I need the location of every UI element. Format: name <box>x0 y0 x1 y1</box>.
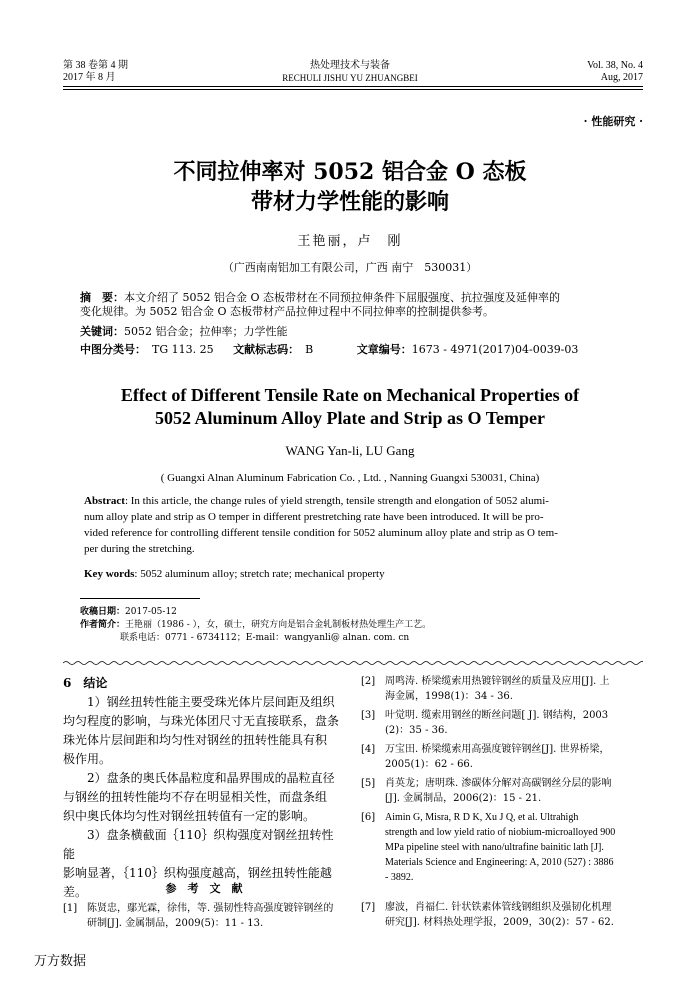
en-abstract-l4: per during the stretching. <box>84 543 195 555</box>
ref-5-num: [5] <box>361 778 376 789</box>
ref-1-line2: 研制[J]. 金属制品，2009(5)：11 - 13. <box>87 918 264 929</box>
wanfang-watermark: 万方数据 <box>34 954 87 969</box>
cn-abstract-label: 摘 要： <box>80 291 124 304</box>
en-abstract-l1: : In this article, the change rules of yield strength, tensile strength and elongation of 5052 alumi- <box>124 495 549 507</box>
author-bio: 王艳丽（1986 - ），女，硕士，研究方向是铝合金轧制板材热处理生产工艺。 <box>125 620 432 630</box>
cn-affiliation: （广西南南铝加工有限公司，广西 南宁 530031） <box>222 261 478 274</box>
header-right-line1: Vol. 38, No. 4 <box>587 60 643 71</box>
ref-5-line2: [J]. 金属制品，2006(2)：15 - 21. <box>385 793 542 804</box>
journal-name <box>250 60 450 84</box>
conclusion-p2-l2: 与钢丝的扭转性能均不存在明显相关性，而盘条组 <box>63 790 328 804</box>
ref-2-num: [2] <box>361 676 376 687</box>
doc-code-value: B <box>305 343 314 356</box>
ref-2-line1: 周鸣涛. 桥梁缆索用热镀锌钢丝的质量及应用[J]. 上 <box>385 676 610 687</box>
ref-6-line2: strength and low yield ratio of niobium-microalloyed 900 <box>385 827 616 838</box>
section-tag: · 性能研究 · <box>583 115 643 128</box>
clc-label: 中图分类号： <box>80 343 146 356</box>
ref-1-num: [1] <box>63 903 78 914</box>
cn-authors: 王艳丽，卢 刚 <box>297 234 403 249</box>
ref-3-line2: (2)：35 - 36. <box>385 725 448 736</box>
ref-1 <box>63 901 345 933</box>
en-title-line2: 5052 Aluminum Alloy Plate and Strip as O Temper <box>154 408 546 428</box>
cn-keywords-label: 关键词： <box>80 325 124 338</box>
en-keywords-label: Key words <box>84 568 135 580</box>
ref-4-num: [4] <box>361 744 376 755</box>
cn-abstract-text1: 本文介绍了 5052 铝合金 O 态板带材在不同预拉伸条件下屈服强度、抗拉强度及延伸率的 <box>124 291 560 304</box>
wavy-separator <box>63 660 643 666</box>
ref-6-line4: Materials Science and Engineering: A, 2010 (527) : 3886 <box>385 857 614 868</box>
conclusion-p2-l3: 织中奥氏体均匀性对钢丝扭转值有一定的影响。 <box>63 809 316 823</box>
en-abstract-l3: vided reference for controlling different tensile condition for 5052 aluminum alloy plate and strip as O tem- <box>84 527 558 539</box>
article-no-label: 文章编号： <box>356 343 412 356</box>
received-date: 2017-05-12 <box>125 607 177 617</box>
conclusion-p3-l2: 影响显著，｛110｝织构强度越高，钢丝扭转性能越差。 <box>63 866 332 899</box>
en-abstract <box>84 493 632 557</box>
ref-7-line2: 研究[J]. 材料热处理学报，2009，30(2)：57 - 62. <box>385 917 614 928</box>
ref-6-num: [6] <box>361 812 376 823</box>
footnote-rule <box>80 598 200 599</box>
en-keywords <box>84 566 632 582</box>
conclusion-p1-l1: 1）钢丝扭转性能主要受珠光体片层间距及组织 <box>63 695 335 709</box>
conclusion-p3-l1: 3）盘条横截面｛110｝织构强度对钢丝扭转性能 <box>63 828 334 861</box>
ref-6-line3: MPa pipeline steel with nano/ultrafine bainitic lath [J]. <box>385 842 604 853</box>
en-affiliation: ( Guangxi Alnan Aluminum Fabrication Co. , Ltd. , Nanning Guangxi 530031, China) <box>160 472 540 484</box>
ref-6-line5: - 3892. <box>385 872 414 883</box>
header-center-line1: 热处理技术与装备 <box>310 60 390 71</box>
journal-volume-issue <box>63 60 128 84</box>
en-abstract-label: Abstract <box>84 495 125 507</box>
header-rule-top <box>63 86 643 87</box>
header-left-line1: 第 38 卷第 4 期 <box>63 60 128 71</box>
ref-1-line1: 陈贤忠，鄢光霖，徐伟，等. 强韧性特高强度镀锌钢丝的 <box>87 903 334 914</box>
cn-keywords <box>80 325 640 339</box>
header-center-line2: RECHULI JISHU YU ZHUANGBEI <box>282 73 418 83</box>
cn-abstract <box>80 291 640 319</box>
article-no-value: 1673 - 4971(2017)04-0039-03 <box>411 343 579 356</box>
conclusion-p1-l2: 均匀程度的影响，与珠光体团尺寸无直接联系，盘条 <box>63 714 340 728</box>
cn-abstract-text2: 变化规律。为 5052 铝合金 O 态板带材产品拉伸过程中不同拉伸率的控制提供参考。 <box>80 305 494 318</box>
ref-5-line1: 肖英龙；唐明珠. 渗碳体分解对高碳钢丝分层的影响 <box>385 778 612 789</box>
ref-6-line1: Aimin G, Misra, R D K, Xu J Q, et al. Ultrahigh <box>385 812 579 823</box>
conclusion-p2-l1: 2）盘条的奥氏体晶粒度和晶界围成的晶粒直径 <box>63 771 335 785</box>
header-right-line2: Aug, 2017 <box>600 72 643 83</box>
ref-4-line2: 2005(1)：62 - 66. <box>385 759 473 770</box>
author-contact: 联系电话：0771 - 6734112；E-mail：wangyanli@ alnan. com. cn <box>120 633 410 643</box>
cn-title-line2: 带材力学性能的影响 <box>250 189 449 215</box>
cn-classification <box>80 343 640 357</box>
conclusion-p1 <box>63 693 345 769</box>
ref-2-line2: 海金属，1998(1)：34 - 36. <box>385 691 513 702</box>
section-heading-conclusion: 6 结论 <box>63 676 108 690</box>
clc-value: TG 113. 25 <box>152 343 214 356</box>
header-left-line2: 2017 年 8 月 <box>63 72 116 83</box>
author-bio-label: 作者简介： <box>80 620 126 630</box>
received-label: 收稿日期： <box>80 607 126 617</box>
body-left-column <box>63 674 345 902</box>
footnote <box>80 606 640 645</box>
ref-3-num: [3] <box>361 710 376 721</box>
doc-code-label: 文献标志码： <box>233 343 300 356</box>
cn-title-line1: 不同拉伸率对 5052 铝合金 O 态板 <box>173 159 527 185</box>
en-abstract-l2: num alloy plate and strip as O temper in different prestretching rate have been introduced. It will be pro- <box>84 511 544 523</box>
en-authors: WANG Yan-li, LU Gang <box>285 443 415 458</box>
en-title-line1: Effect of Different Tensile Rate on Mechanical Properties of <box>120 385 580 405</box>
conclusion-p2 <box>63 769 345 826</box>
ref-7-line1: 廖波，肖福仁. 针状铁素体管线钢组织及强韧化机理 <box>385 902 612 913</box>
ref-7-num: [7] <box>361 902 376 913</box>
header-rule-bottom <box>63 89 643 90</box>
conclusion-p1-l4: 极作用。 <box>63 752 112 766</box>
en-keywords-text: : 5052 aluminum alloy; stretch rate; mechanical property <box>134 568 385 580</box>
ref-3-line1: 叶觉明. 缆索用钢丝的断丝问题[ J]. 钢结构，2003 <box>385 710 609 721</box>
references-heading: 参 考 文 献 <box>165 882 243 895</box>
conclusion-p1-l3: 珠光体片层间距和均匀性对钢丝的扭转性能具有积 <box>63 733 328 747</box>
cn-keywords-text: 5052 铝合金；拉伸率；力学性能 <box>124 325 288 338</box>
ref-4-line1: 万宝田. 桥梁缆索用高强度镀锌钢丝[J]. 世界桥梁， <box>385 744 610 755</box>
journal-volume-en <box>540 60 643 84</box>
